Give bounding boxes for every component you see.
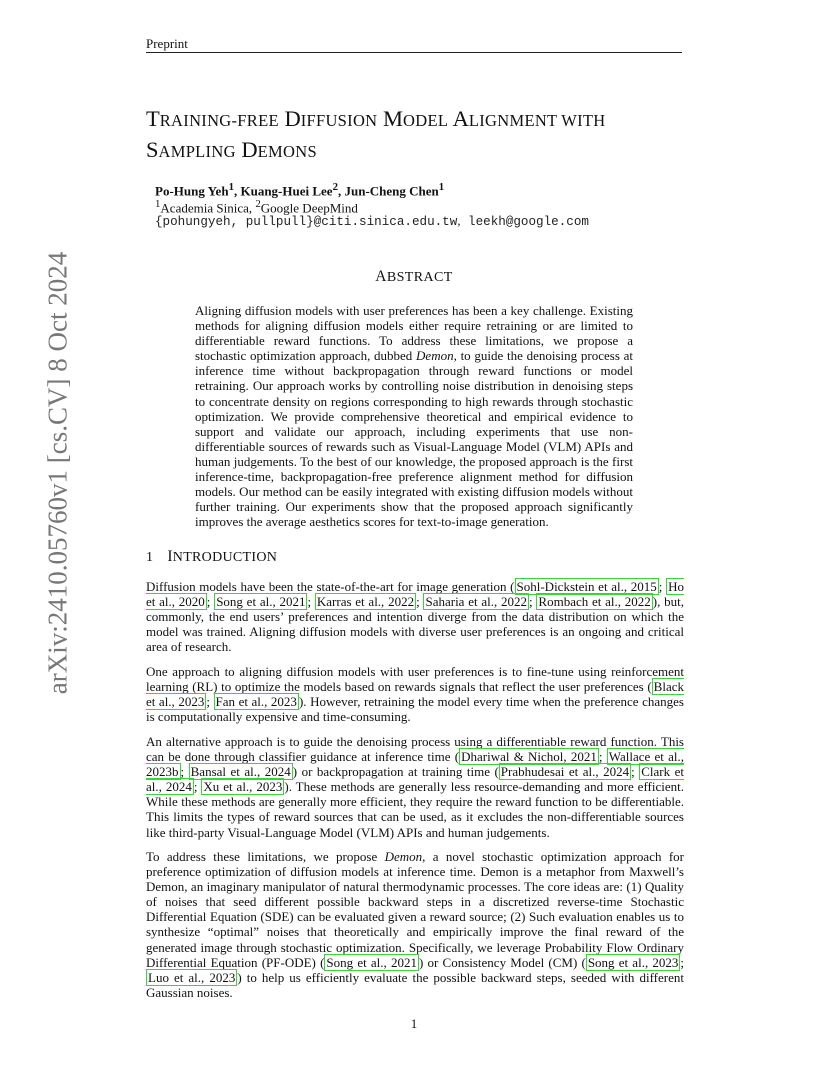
author-emails: {pohungyeh, pullpull}@citi.sinica.edu.tw, leekh@google.com: [155, 214, 589, 229]
citation-link[interactable]: Luo et al., 2023: [148, 969, 236, 985]
author-list: Po-Hung Yeh$^1$, Kuang-Huei Lee$^2$, Jun-Cheng Chen$^1$: [155, 181, 445, 199]
author-name: Kuang-Huei Lee: [240, 183, 333, 199]
citation-link[interactable]: Karras et al., 2022: [316, 594, 415, 610]
citation-link[interactable]: Bansal et al., 2024: [190, 764, 291, 780]
citation-link[interactable]: Fan et al., 2023: [215, 694, 297, 710]
arxiv-identifier[interactable]: arXiv:2410.05760v1 [cs.CV] 8 Oct 2024: [42, 251, 73, 695]
citation-link[interactable]: Ho et al., 2020: [146, 579, 684, 610]
title-line-2: SAMPLING DEMONS: [146, 137, 317, 162]
citation-link[interactable]: Dhariwal & Nichol, 2021: [461, 749, 597, 765]
citation-link[interactable]: Song et al., 2021: [326, 954, 417, 970]
abstract-text: Aligning diffusion models with user preferences has been a key challenge. Existing methods for aligning diffusion models either require retraining or are limited to differentiable reward functions. To address these limitations, we propose a stochastic optimization approach, dubbed Demon, to guide the denoising process at inference time without backpropagation through reward functions or model retraining. Our approach works by controlling noise distribution in denoising steps to concentrate density on regions corresponding to high rewards through stochastic optimization. We provide comprehensive theoretical and empirical evidence to support and validate our approach, including experiments that use non-differentiable sources of rewards such as Visual-Language Model (VLM) APIs and human judgements. To the best of our knowledge, the proposed approach is the first inference-time, backpropagation-free preference alignment method for diffusion models. Our method can be easily integrated with existing diffusion models without further training. Our experiments show that the proposed approach significantly improves the average aesthetics scores for text-to-image generation.: [195, 303, 633, 530]
paragraph-1: Diffusion models have been the state-of-the-art for image generation ( Sohl-Dickstein et al., 2015 ; Ho et al., 2020 ; Song et al., 2021 ; Karras et al., 2022 ; Saharia et al., 2022 ; Rombach et al., 2022 ), but, commonly, the end users’ preferences and intention diverge from the data distribution on which the model was trained. Aligning diffusion models with diverse user preferences is an ongoing and critical area of research.: [146, 579, 685, 655]
citation-link[interactable]: Song et al., 2023: [587, 954, 679, 970]
running-header: Preprint: [146, 36, 188, 51]
email-link[interactable]: {pohungyeh, pullpull}@citi.sinica.edu.tw: [155, 215, 458, 229]
paper-title: [146, 104, 706, 166]
citation-link[interactable]: Saharia et al., 2022: [425, 594, 528, 610]
section-heading-introduction: 1 INTRODUCTION: [146, 548, 278, 565]
citation-link[interactable]: Prabhudesai et al., 2024: [500, 764, 630, 780]
citation-link[interactable]: Wallace et al., 2023b: [146, 749, 685, 780]
abstract-heading: ABSTRACT: [375, 268, 453, 285]
citation-link[interactable]: Xu et al., 2023: [203, 779, 283, 795]
paragraph-2: One approach to aligning diffusion models with user preferences is to fine-tune using reinforcement learning (RL) to optimize the models based on rewards signals that reflect the user preferences ( Black et al., 2023 ; Fan et al., 2023 ). However, retraining the model every time when the preference changes is computationally expensive and time-consuming.: [146, 664, 684, 725]
citation-link[interactable]: Clark et al., 2024: [146, 764, 684, 795]
paragraph-4: To address these limitations, we propose Demon, a novel stochastic optimization approach for preference optimization of diffusion models at inference time. Demon is a metaphor from Maxwell’s Demon, an imaginary manipulator of natural thermodynamic processes. The core ideas are: (1) Quality of noises that seed different possible backward steps in a discretized reverse-time Stochastic Differential Equation (SDE) can be evaluated given a reward source; (2) Such evaluation enables us to synthesize “optimal” noises that theoretically and empirically improve the final reward of the generated image through stochastic optimization. Specifically, we leverage Probability Flow Ordinary Differential Equation (PF-ODE) ( Song et al., 2021 ) or Consistency Model (CM) ( Song et al., 2023 ; Luo et al., 2023 ) to help us efficiently evaluate the possible backward steps, seeded with different Gaussian noises.: [146, 849, 685, 1000]
author-name: Po-Hung Yeh: [155, 183, 229, 199]
citation-link[interactable]: Rombach et al., 2022: [538, 594, 651, 610]
email-link[interactable]: leekh@google.com: [468, 215, 589, 229]
citation-link[interactable]: Black et al., 2023: [146, 679, 684, 710]
header-rule: [146, 52, 682, 53]
citation-link[interactable]: Sohl-Dickstein et al., 2015: [516, 579, 657, 594]
citation-link[interactable]: Song et al., 2021: [216, 594, 306, 610]
author-name: Jun-Cheng Chen: [344, 183, 439, 199]
title-line-1: TRAINING-FREE DIFFUSION MODEL ALIGNMENT WITH: [146, 106, 606, 131]
page-number: 1: [410, 1016, 418, 1031]
affiliations: $^1$Academia Sinica, $^2$Google DeepMind: [155, 198, 358, 216]
paragraph-3: An alternative approach is to guide the denoising process using a differentiable reward function. This can be done through classifier guidance at inference time ( Dhariwal & Nichol, 2021 ; Wallace et al., 2023b ; Bansal et al., 2024 ) or backpropagation at training time ( Prabhudesai et al., 2024 ; Clark et al., 2024 ; Xu et al., 2023 ). These methods are generally less resource-demanding and more efficient. While these methods are generally more efficient, they require the reward function to be differentiable. This limits the types of reward sources that can be used, as it excludes the non-differentiable sources like third-party Visual-Language Model (VLM) APIs and human judgements.: [146, 734, 685, 840]
